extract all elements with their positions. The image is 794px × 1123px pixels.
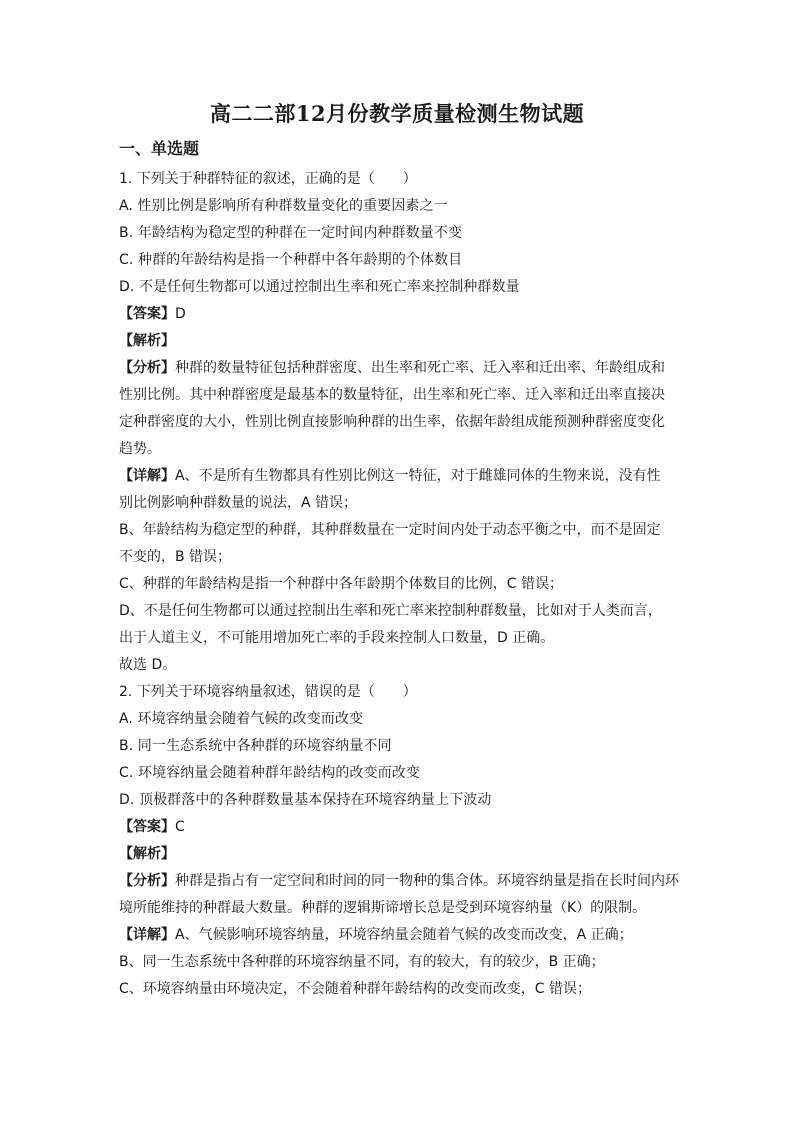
xiangjie-text: C、环境容纳量由环境决定，不会随着种群年龄结构的改变而改变，C 错误； (119, 981, 591, 997)
xiangjie-text: A、气候影响环境容纳量，环境容纳量会随着气候的改变而改变，A 正确； (175, 927, 633, 943)
xiangjie-text: 不变的，B 错误； (119, 549, 232, 565)
fenxi-text: 性别比例。其中种群密度是最基本的数量特征，出生率和死亡率、迁入率和迁出率直接决 (119, 387, 665, 403)
fenxi-text: 趋势。 (119, 441, 161, 457)
option-c: C. 种群的年龄结构是指一个种群中各年龄期的个体数目 (119, 252, 463, 268)
fenxi-text: 境所能维持的种群最大数量。种群的逻辑斯谛增长总是受到环境容纳量（K）的限制。 (119, 900, 647, 916)
page-title: 高二二部12月份教学质量检测生物试题 (209, 101, 585, 126)
xiangjie-text: C、种群的年龄结构是指一个种群中各年龄期个体数目的比例，C 错误； (119, 576, 563, 592)
xiangjie-text: B、年龄结构为稳定型的种群，其种群数量在一定时间内处于动态平衡之中，而不是固定 (119, 522, 661, 538)
option-c: C. 环境容纳量会随着种群年龄结构的改变而改变 (119, 765, 420, 781)
answer-tag: 【答案】 (119, 819, 175, 835)
analysis-tag: 【解析】 (119, 333, 175, 349)
answer-value: C (175, 819, 185, 835)
answer-line (119, 301, 679, 328)
question-2 (119, 679, 679, 1003)
xiangjie-line (119, 463, 679, 490)
answer-line (119, 814, 679, 841)
option-a: A. 性别比例是影响所有种群数量变化的重要因素之一 (119, 198, 448, 214)
fenxi-line (119, 355, 679, 382)
answer-value: D (175, 306, 186, 322)
xiangjie-tag: 【详解】 (119, 468, 175, 484)
fenxi-tag: 【分析】 (119, 873, 175, 889)
option-b: B. 年龄结构为稳定型的种群在一定时间内种群数量不变 (119, 225, 463, 241)
xiangjie-text: A、不是所有生物都具有性别比例这一特征，对于雌雄同体的生物来说，没有性 (175, 468, 661, 484)
question-1 (119, 166, 679, 679)
fenxi-line (119, 868, 679, 895)
section-heading: 一、单选题 (119, 139, 200, 158)
fenxi-text: 种群是指占有一定空间和时间的同一物种的集合体。环境容纳量是指在长时间内环 (175, 873, 679, 889)
option-d: D. 不是任何生物都可以通过控制出生率和死亡率来控制种群数量 (119, 279, 520, 295)
option-b: B. 同一生态系统中各种群的环境容纳量不同 (119, 738, 392, 754)
conclusion-text: 故选 D。 (119, 657, 177, 673)
xiangjie-text: B、同一生态系统中各种群的环境容纳量不同，有的较大，有的较少，B 正确； (119, 954, 605, 970)
analysis-tag: 【解析】 (119, 846, 175, 862)
xiangjie-text: 别比例影响种群数量的说法，A 错误； (119, 495, 358, 511)
questions-body (119, 166, 679, 1003)
fenxi-text: 种群的数量特征包括种群密度、出生率和死亡率、迁入率和迁出率、年龄组成和 (175, 360, 665, 376)
question-stem: 2. 下列关于环境容纳量叙述，错误的是（ ） (119, 684, 417, 700)
fenxi-tag: 【分析】 (119, 360, 175, 376)
xiangjie-tag: 【详解】 (119, 927, 175, 943)
question-stem: 1. 下列关于种群特征的叙述，正确的是（ ） (119, 171, 417, 187)
option-d: D. 顶极群落中的各种群数量基本保持在环境容纳量上下波动 (119, 792, 492, 808)
answer-tag: 【答案】 (119, 306, 175, 322)
xiangjie-line (119, 922, 679, 949)
option-a: A. 环境容纳量会随着气候的改变而改变 (119, 711, 364, 727)
xiangjie-text: D、不是任何生物都可以通过控制出生率和死亡率来控制种群数量，比如对于人类而言， (119, 603, 662, 619)
xiangjie-text: 出于人道主义，不可能用增加死亡率的手段来控制人口数量，D 正确。 (119, 630, 555, 646)
fenxi-text: 定种群密度的大小，性别比例直接影响种群的出生率，依据年龄组成能预测种群密度变化 (119, 414, 665, 430)
